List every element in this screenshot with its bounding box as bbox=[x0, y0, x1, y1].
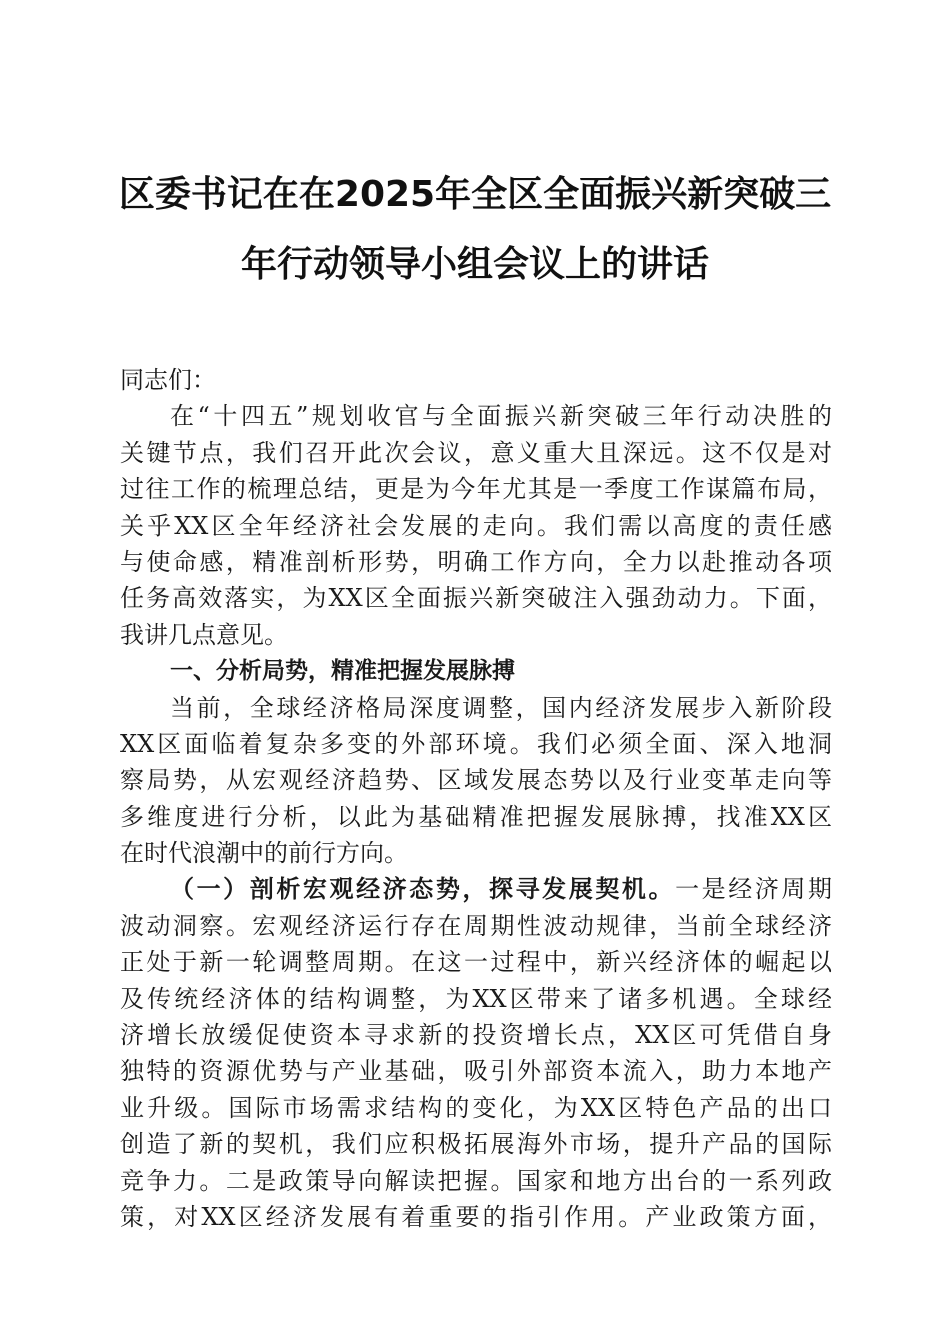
paragraph-1-line: 与使命感，精准剖析形势，明确工作方向，全力以赴推动各项 bbox=[120, 547, 832, 576]
paragraph-3-line: 及传统经济体的结构调整，为XX区带来了诸多机遇。全球经 bbox=[120, 984, 832, 1013]
paragraph-3-line: 独特的资源优势与产业基础，吸引外部资本流入，助力本地产 bbox=[120, 1057, 832, 1086]
paragraph-1-line: 我讲几点意见。 bbox=[120, 620, 288, 649]
paragraph-2-line: 当前，全球经济格局深度调整，国内经济发展步入新阶段 bbox=[170, 693, 832, 722]
paragraph-1-line: 关乎XX区全年经济社会发展的走向。我们需以高度的责任感 bbox=[120, 511, 832, 540]
paragraph-2-line: 在时代浪潮中的前行方向。 bbox=[120, 839, 408, 868]
paragraph-3-line: 正处于新一轮调整周期。在这一过程中，新兴经济体的崛起以 bbox=[120, 948, 832, 977]
document-title-line-2: 年行动领导小组会议上的讲话 bbox=[240, 244, 709, 285]
paragraph-1-line: 关键节点，我们召开此次会议，意义重大且深远。这不仅是对 bbox=[120, 438, 832, 467]
salutation: 同志们： bbox=[120, 366, 216, 394]
document-body bbox=[120, 362, 832, 1235]
paragraph-2-line: XX区面临着复杂多变的外部环境。我们必须全面、深入地洞 bbox=[120, 729, 832, 758]
paragraph-1-line: 任务高效落实，为XX区全面振兴新突破注入强劲动力。下面， bbox=[120, 584, 832, 613]
paragraph-3-first-line-text: 一是经济周期 bbox=[675, 875, 832, 904]
paragraph-3-line: 策，对XX区经济发展有着重要的指引作用。产业政策方面， bbox=[120, 1202, 832, 1231]
paragraph-3-first-line bbox=[120, 871, 832, 907]
paragraph-3-line: 业升级。国际市场需求结构的变化，为XX区特色产品的出口 bbox=[120, 1093, 832, 1122]
paragraph-1-line: 在“十四五”规划收官与全面振兴新突破三年行动决胜的 bbox=[170, 402, 832, 431]
subheading-1: （一）剖析宏观经济态势，探寻发展契机。 bbox=[170, 874, 676, 904]
paragraph-3-line: 竞争力。二是政策导向解读把握。国家和地方出台的一系列政 bbox=[120, 1166, 832, 1195]
paragraph-2-line: 察局势，从宏观经济趋势、区域发展态势以及行业变革走向等 bbox=[120, 766, 832, 795]
section-heading-1: 一、分析局势，精准把握发展脉搏 bbox=[170, 658, 515, 685]
paragraph-2-line: 多维度进行分析，以此为基础精准把握发展脉搏，找准XX区 bbox=[120, 802, 832, 831]
paragraph-3-line: 波动洞察。宏观经济运行存在周期性波动规律，当前全球经济 bbox=[120, 911, 832, 940]
paragraph-3-line: 济增长放缓促使资本寻求新的投资增长点，XX区可凭借自身 bbox=[120, 1021, 832, 1050]
paragraph-1-line: 过往工作的梳理总结，更是为今年尤其是一季度工作谋篇布局， bbox=[120, 475, 832, 504]
paragraph-3-line: 创造了新的契机，我们应积极拓展海外市场，提升产品的国际 bbox=[120, 1130, 832, 1159]
document-title-line-1: 区委书记在在2025年全区全面振兴新突破三 bbox=[118, 174, 832, 215]
